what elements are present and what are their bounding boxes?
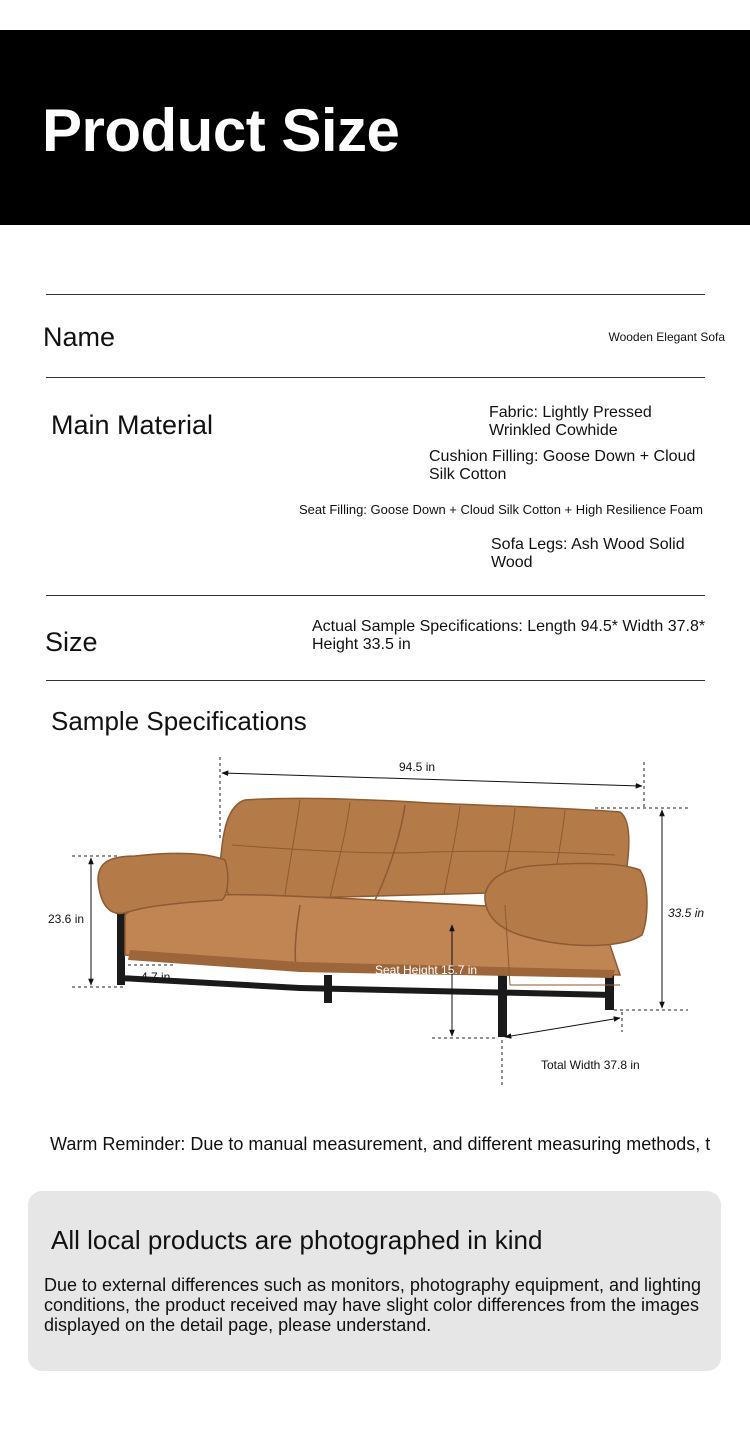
material-label: Main Material [51,410,214,440]
sofa-dimension-diagram [0,740,750,1100]
material-cushion-filling: Cushion Filling: Goose Down + Cloud Silk Cotton [429,448,696,483]
dimension-total-width [502,1012,622,1085]
sample-specs-title: Sample Specifications [51,706,307,736]
dimension-seat-height-label: Seat Height 15.7 in [375,963,478,977]
warm-reminder: Warm Reminder: Due to manual measurement, and different measuring methods, t [50,1134,711,1154]
name-value: Wooden Elegant Sofa [608,330,725,344]
size-label: Size [45,627,98,657]
sofa-illustration [98,798,647,1037]
divider [46,377,705,378]
divider [46,680,705,681]
dimension-total-width-label: Total Width 37.8 in [541,1058,640,1072]
dimension-arm-height-label: 23.6 in [48,912,85,926]
notice-title: All local products are photographed in kind [51,1225,543,1255]
divider [46,294,705,295]
dimension-length-label: 94.5 in [399,760,436,774]
dimension-leg-height-label: 4.7 in [141,970,171,984]
notice-body: Due to external differences such as monitors, photography equipment, and lighting conditions, the product received may have slight color differences from the images displayed on the detail page, please understand. [44,1275,702,1335]
material-fabric: Fabric: Lightly Pressed Wrinkled Cowhide [489,404,652,439]
material-sofa-legs: Sofa Legs: Ash Wood Solid Wood [491,536,685,571]
page-title: Product Size [42,97,400,164]
size-value: Actual Sample Specifications: Length 94.5* Width 37.8* Height 33.5 in [312,618,706,653]
dimension-height-label: 33.5 in [668,906,705,920]
material-seat-filling: Seat Filling: Goose Down + Cloud Silk Cotton + High Resilience Foam [299,502,703,517]
name-label: Name [43,322,116,352]
divider [46,595,705,596]
